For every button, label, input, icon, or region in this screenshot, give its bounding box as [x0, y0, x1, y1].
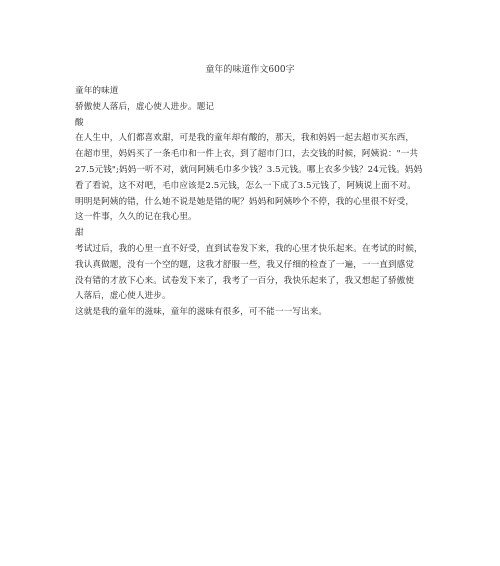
paragraph-line: 这一件事，久久的记在我心里。 [75, 212, 197, 223]
section-heading-sweet: 甜 [75, 228, 84, 239]
paragraph-line: 考试过后，我的心里一直不好受，直到试卷发下来，我的心里才快乐起来。在考试的时候， [75, 243, 423, 254]
paragraph-line: 在超市里，妈妈买了一条毛巾和一件上衣，到了超市门口，去交钱的时候，阿姨说："一共 [75, 149, 419, 160]
paragraph-line: 明明是阿姨的错，什么她不说是她是错的呢？妈妈和阿姨吵个不停，我的心里很不好受， [75, 196, 415, 207]
section-heading-sour: 酸 [75, 117, 84, 128]
epigraph: 骄傲使人落后，虚心使人进步。题记 [75, 101, 215, 112]
article-subtitle: 童年的味道 [75, 86, 119, 96]
paragraph-line: 在人生中，人们都喜欢甜，可是我的童年却有酸的，那天，我和妈妈一起去超市买东西， [75, 133, 415, 144]
paragraph-line: 人落后，虚心使人进步。 [75, 291, 171, 302]
paragraph-line: 我认真做题，没有一个空的题，这我才舒服一些，我又仔细的检查了一遍，一一直到感觉 [75, 259, 415, 270]
paragraph-line: 看了看说，这不对吧，毛巾应该是2.5元钱，怎么一下成了3.5元钱了，阿姨说上面不对。 [75, 180, 416, 191]
paragraph-line: 27.5元钱";妈妈一听不对，就问阿姨毛巾多少钱？3.5元钱。哪上衣多少钱？24元钱。妈妈 [75, 164, 423, 175]
paragraph-line: 没有错的才放下心来。试卷发下来了，我考了一百分，我快乐起来了，我又想起了骄傲使 [75, 275, 415, 286]
conclusion-line: 这就是我的童年的滋味，童年的滋味有很多，可不能一一写出来。 [75, 307, 328, 318]
page-title: 童年的味道作文600字 [205, 65, 295, 75]
article-body [75, 84, 430, 321]
